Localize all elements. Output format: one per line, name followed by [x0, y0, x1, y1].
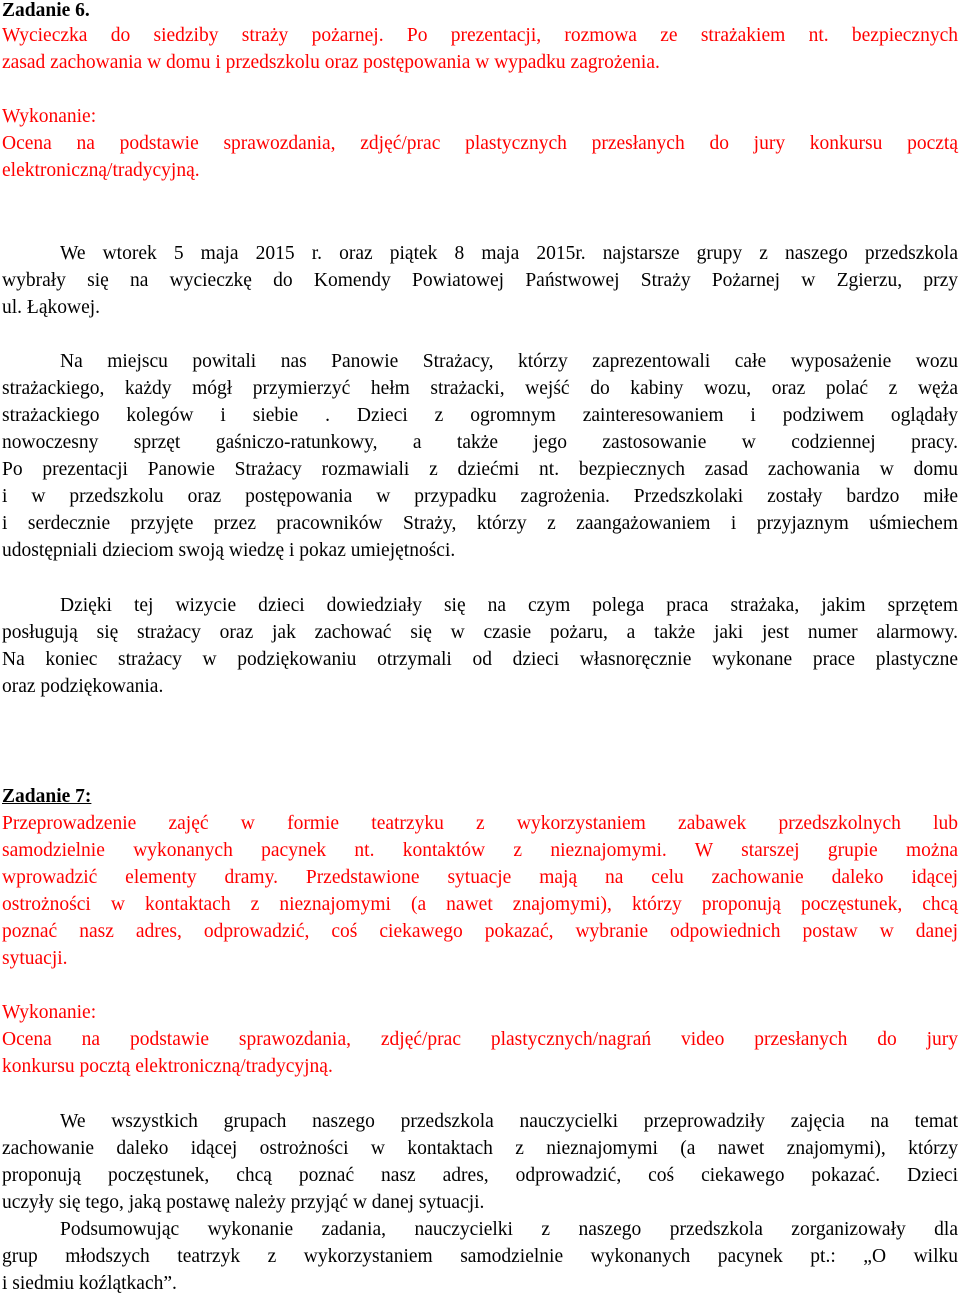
section7-execution-label: Wykonanie:	[2, 1002, 97, 1023]
section7-p1-line-4: uczyły się tego, jaką postawę należy przyjąć w danej sytuacji.	[2, 1192, 485, 1213]
section6-p1-line-3: ul. Łąkowej.	[2, 297, 101, 318]
section6-p2-line-8: udostępniali dzieciom swoją wiedzę i pokaz umiejętności.	[2, 540, 456, 561]
section7-p2-line-3: i siedmiu koźlątkach”.	[2, 1273, 177, 1294]
section7-p1-line-1: We wszystkich grupach naszego przedszkola nauczycielki przeprowadziły zajęcia na temat	[60, 1111, 958, 1132]
section6-p2-line-6: i w przedszkolu oraz postępowania w przypadku zagrożenia. Przedszkolaki zostały bardzo miłe	[2, 486, 958, 507]
section7-heading	[2, 783, 958, 810]
section7-p1-line-2: zachowanie daleko idącej ostrożności w kontaktach z nieznajomymi (a nawet znajomymi), którzy	[2, 1138, 958, 1159]
section6-p3-line-4: oraz podziękowania.	[2, 676, 164, 697]
section7-task-line-5: poznać nasz adres, odprowadzić, coś ciekawego pokazać, wybranie odpowiednich postaw w danej	[2, 921, 958, 942]
section7-p1-line-3: proponują poczęstunek, chcą poznać nasz adres, odprowadzić, coś ciekawego pokazać. Dzieci	[2, 1165, 958, 1186]
section6-p3-line-2: posługują się strażacy oraz jak zachować się w czasie pożaru, a także jaki jest numer alarmowy.	[2, 622, 958, 643]
section7-execution-line-2: konkursu pocztą elektroniczną/tradycyjną.	[2, 1056, 333, 1077]
section6-execution-line-1: Ocena na podstawie sprawozdania, zdjęć/prac plastycznych przesłanych do jury konkursu pocztą	[2, 133, 958, 154]
section7-task-line-2: samodzielnie wykonanych pacynek nt. kontaktów z nieznajomymi. W starszej grupie można	[2, 840, 958, 861]
section6-p2-line-2: strażackiego, każdy mógł przymierzyć hełm strażacki, wejść do kabiny wozu, oraz polać z węża	[2, 378, 958, 399]
section7-task-line-1: Przeprowadzenie zajęć w formie teatrzyku z wykorzystaniem zabawek przedszkolnych lub	[2, 813, 958, 834]
section6-p3-line-3: Na koniec strażacy w podziękowaniu otrzymali od dzieci własnoręcznie wykonane prace plastyczne	[2, 649, 958, 670]
section6-p3-line-1: Dzięki tej wizycie dzieci dowiedziały się na czym polega praca strażaka, jakim sprzętem	[60, 595, 958, 616]
section6-heading: Zadanie 6.	[2, 0, 90, 21]
section7-task-line-6: sytuacji.	[2, 948, 68, 969]
section6-p1-line-1: We wtorek 5 maja 2015 r. oraz piątek 8 maja 2015r. najstarsze grupy z naszego przedszkola	[60, 243, 958, 264]
section6-p2-line-7: i serdecznie przyjęte przez pracowników Straży, którzy z zaangażowaniem i przyjaznym uśmiechem	[2, 513, 958, 534]
section7-p2-line-2: grup młodszych teatrzyk z wykorzystaniem samodzielnie wykonanych pacynek pt.: „O wilku	[2, 1246, 958, 1267]
section6-execution-line-2: elektroniczną/tradycyjną.	[2, 160, 200, 181]
section7-p2-line-1: Podsumowując wykonanie zadania, nauczycielki z naszego przedszkola zorganizowały dla	[60, 1219, 958, 1240]
section6-task-line-2: zasad zachowania w domu i przedszkolu oraz postępowania w wypadku zagrożenia.	[2, 52, 660, 73]
section6-p1-line-2: wybrały się na wycieczkę do Komendy Powiatowej Państwowej Straży Pożarnej w Zgierzu, przy	[2, 270, 958, 291]
section6-p2-line-5: Po prezentacji Panowie Strażacy rozmawiali z dziećmi nt. bezpiecznych zasad zachowania w domu	[2, 459, 958, 480]
section7-heading-text: Zadanie 7:	[2, 786, 92, 807]
section6-p2-line-4: nowoczesny sprzęt gaśniczo-ratunkowy, a także jego zastosowanie w codziennej pracy.	[2, 432, 958, 453]
section6-execution-label: Wykonanie:	[2, 106, 97, 127]
section7-task-line-4: ostrożności w kontaktach z nieznajomymi (a nawet znajomymi), którzy proponują poczęstunek, chcą	[2, 894, 958, 915]
section6-task-line-1: Wycieczka do siedziby straży pożarnej. Po prezentacji, rozmowa ze strażakiem nt. bezpiecznych	[2, 25, 958, 46]
section7-task-line-3: wprowadzić elementy dramy. Przedstawione sytuacje mają na celu zachowanie daleko idącej	[2, 867, 958, 888]
section6-p2-line-3: strażackiego kolegów i siebie . Dzieci z ogromnym zainteresowaniem i podziwem oglądały	[2, 405, 958, 426]
section7-execution-line-1: Ocena na podstawie sprawozdania, zdjęć/prac plastycznych/nagrań video przesłanych do jury	[2, 1029, 958, 1050]
section6-p2-line-1: Na miejscu powitali nas Panowie Strażacy, którzy zaprezentowali całe wyposażenie wozu	[60, 351, 958, 372]
